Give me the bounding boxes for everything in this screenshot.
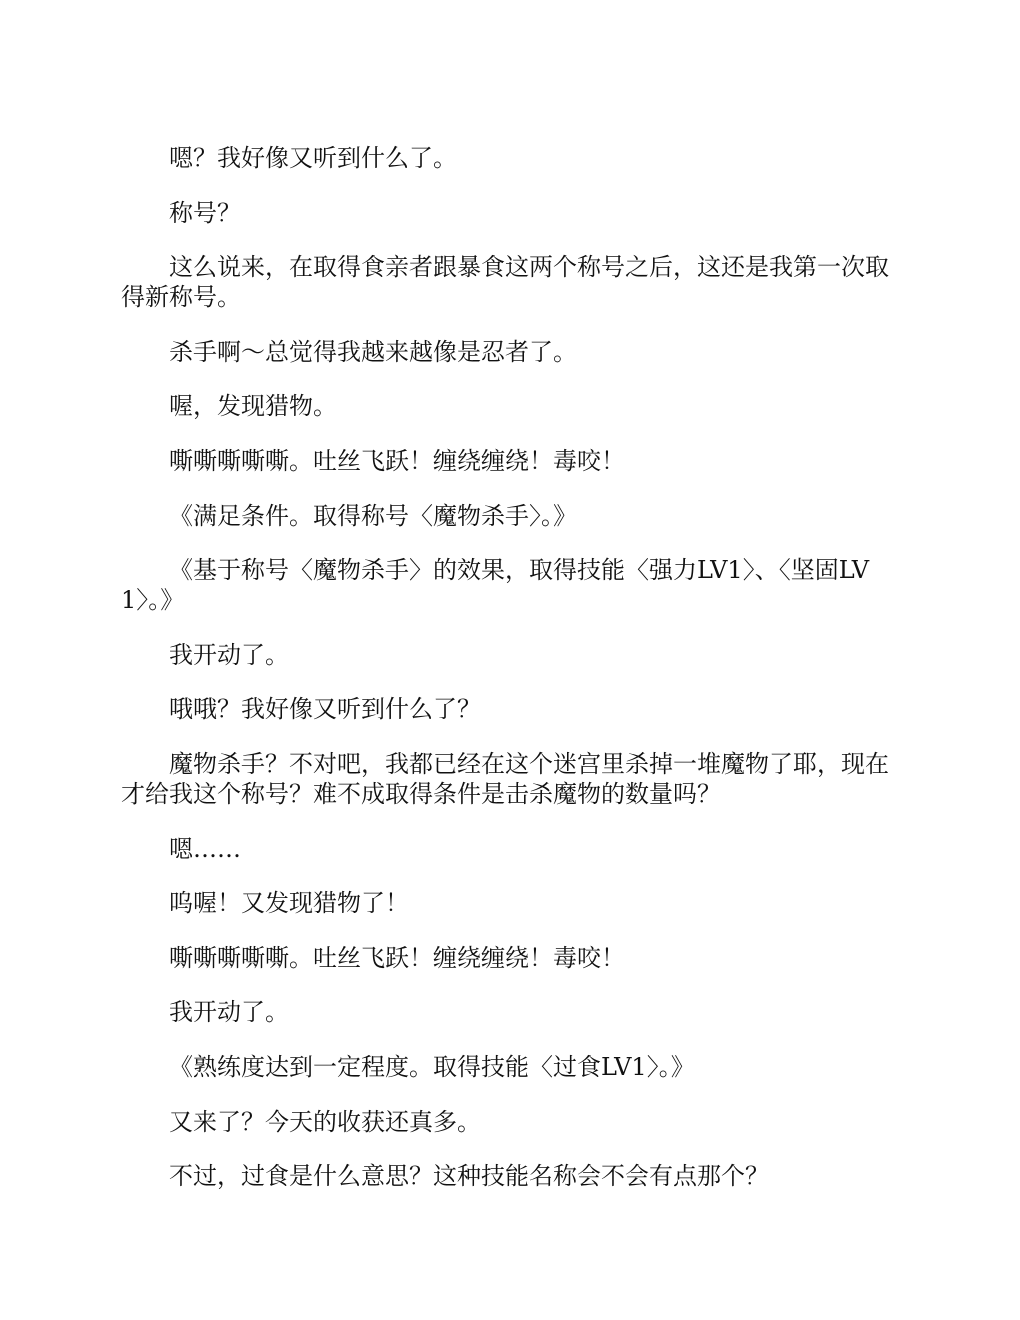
- paragraph: 我开动了。: [169, 998, 289, 1027]
- paragraph: 《熟练度达到一定程度。取得技能〈过食LV1〉。》: [169, 1052, 695, 1081]
- paragraph: 喔，发现猎物。: [169, 392, 337, 421]
- paragraph: 嘶嘶嘶嘶嘶。吐丝飞跃！缠绕缠绕！毒咬！: [169, 943, 625, 972]
- paragraph: 魔物杀手？不对吧，我都已经在这个迷宫里杀掉一堆魔物了耶，现在才给我这个称号？难不成取得条件是击杀魔物的数量吗？: [121, 749, 889, 808]
- paragraph: 称号？: [169, 198, 241, 227]
- paragraph: 哦哦？我好像又听到什么了？: [169, 695, 481, 724]
- paragraph: 呜喔！又发现猎物了！: [169, 889, 409, 918]
- paragraph: 嗯……: [169, 834, 241, 863]
- paragraph: 嘶嘶嘶嘶嘶。吐丝飞跃！缠绕缠绕！毒咬！: [169, 446, 625, 475]
- paragraph: 《满足条件。取得称号〈魔物杀手〉。》: [169, 501, 577, 530]
- paragraph: 《基于称号〈魔物杀手〉的效果，取得技能〈强力LV1〉、〈坚固LV1〉。》: [121, 556, 870, 615]
- paragraph: 又来了？今天的收获还真多。: [169, 1107, 481, 1136]
- paragraph: 这么说来，在取得食亲者跟暴食这两个称号之后，这还是我第一次取得新称号。: [121, 253, 889, 312]
- paragraph: 嗯？我好像又听到什么了。: [169, 144, 457, 172]
- paragraph: 我开动了。: [169, 640, 289, 669]
- paragraph: 杀手啊～总觉得我越来越像是忍者了。: [169, 337, 577, 366]
- body-text: [121, 143, 895, 1216]
- paragraph: 不过，过食是什么意思？这种技能名称会不会有点那个？: [169, 1162, 769, 1191]
